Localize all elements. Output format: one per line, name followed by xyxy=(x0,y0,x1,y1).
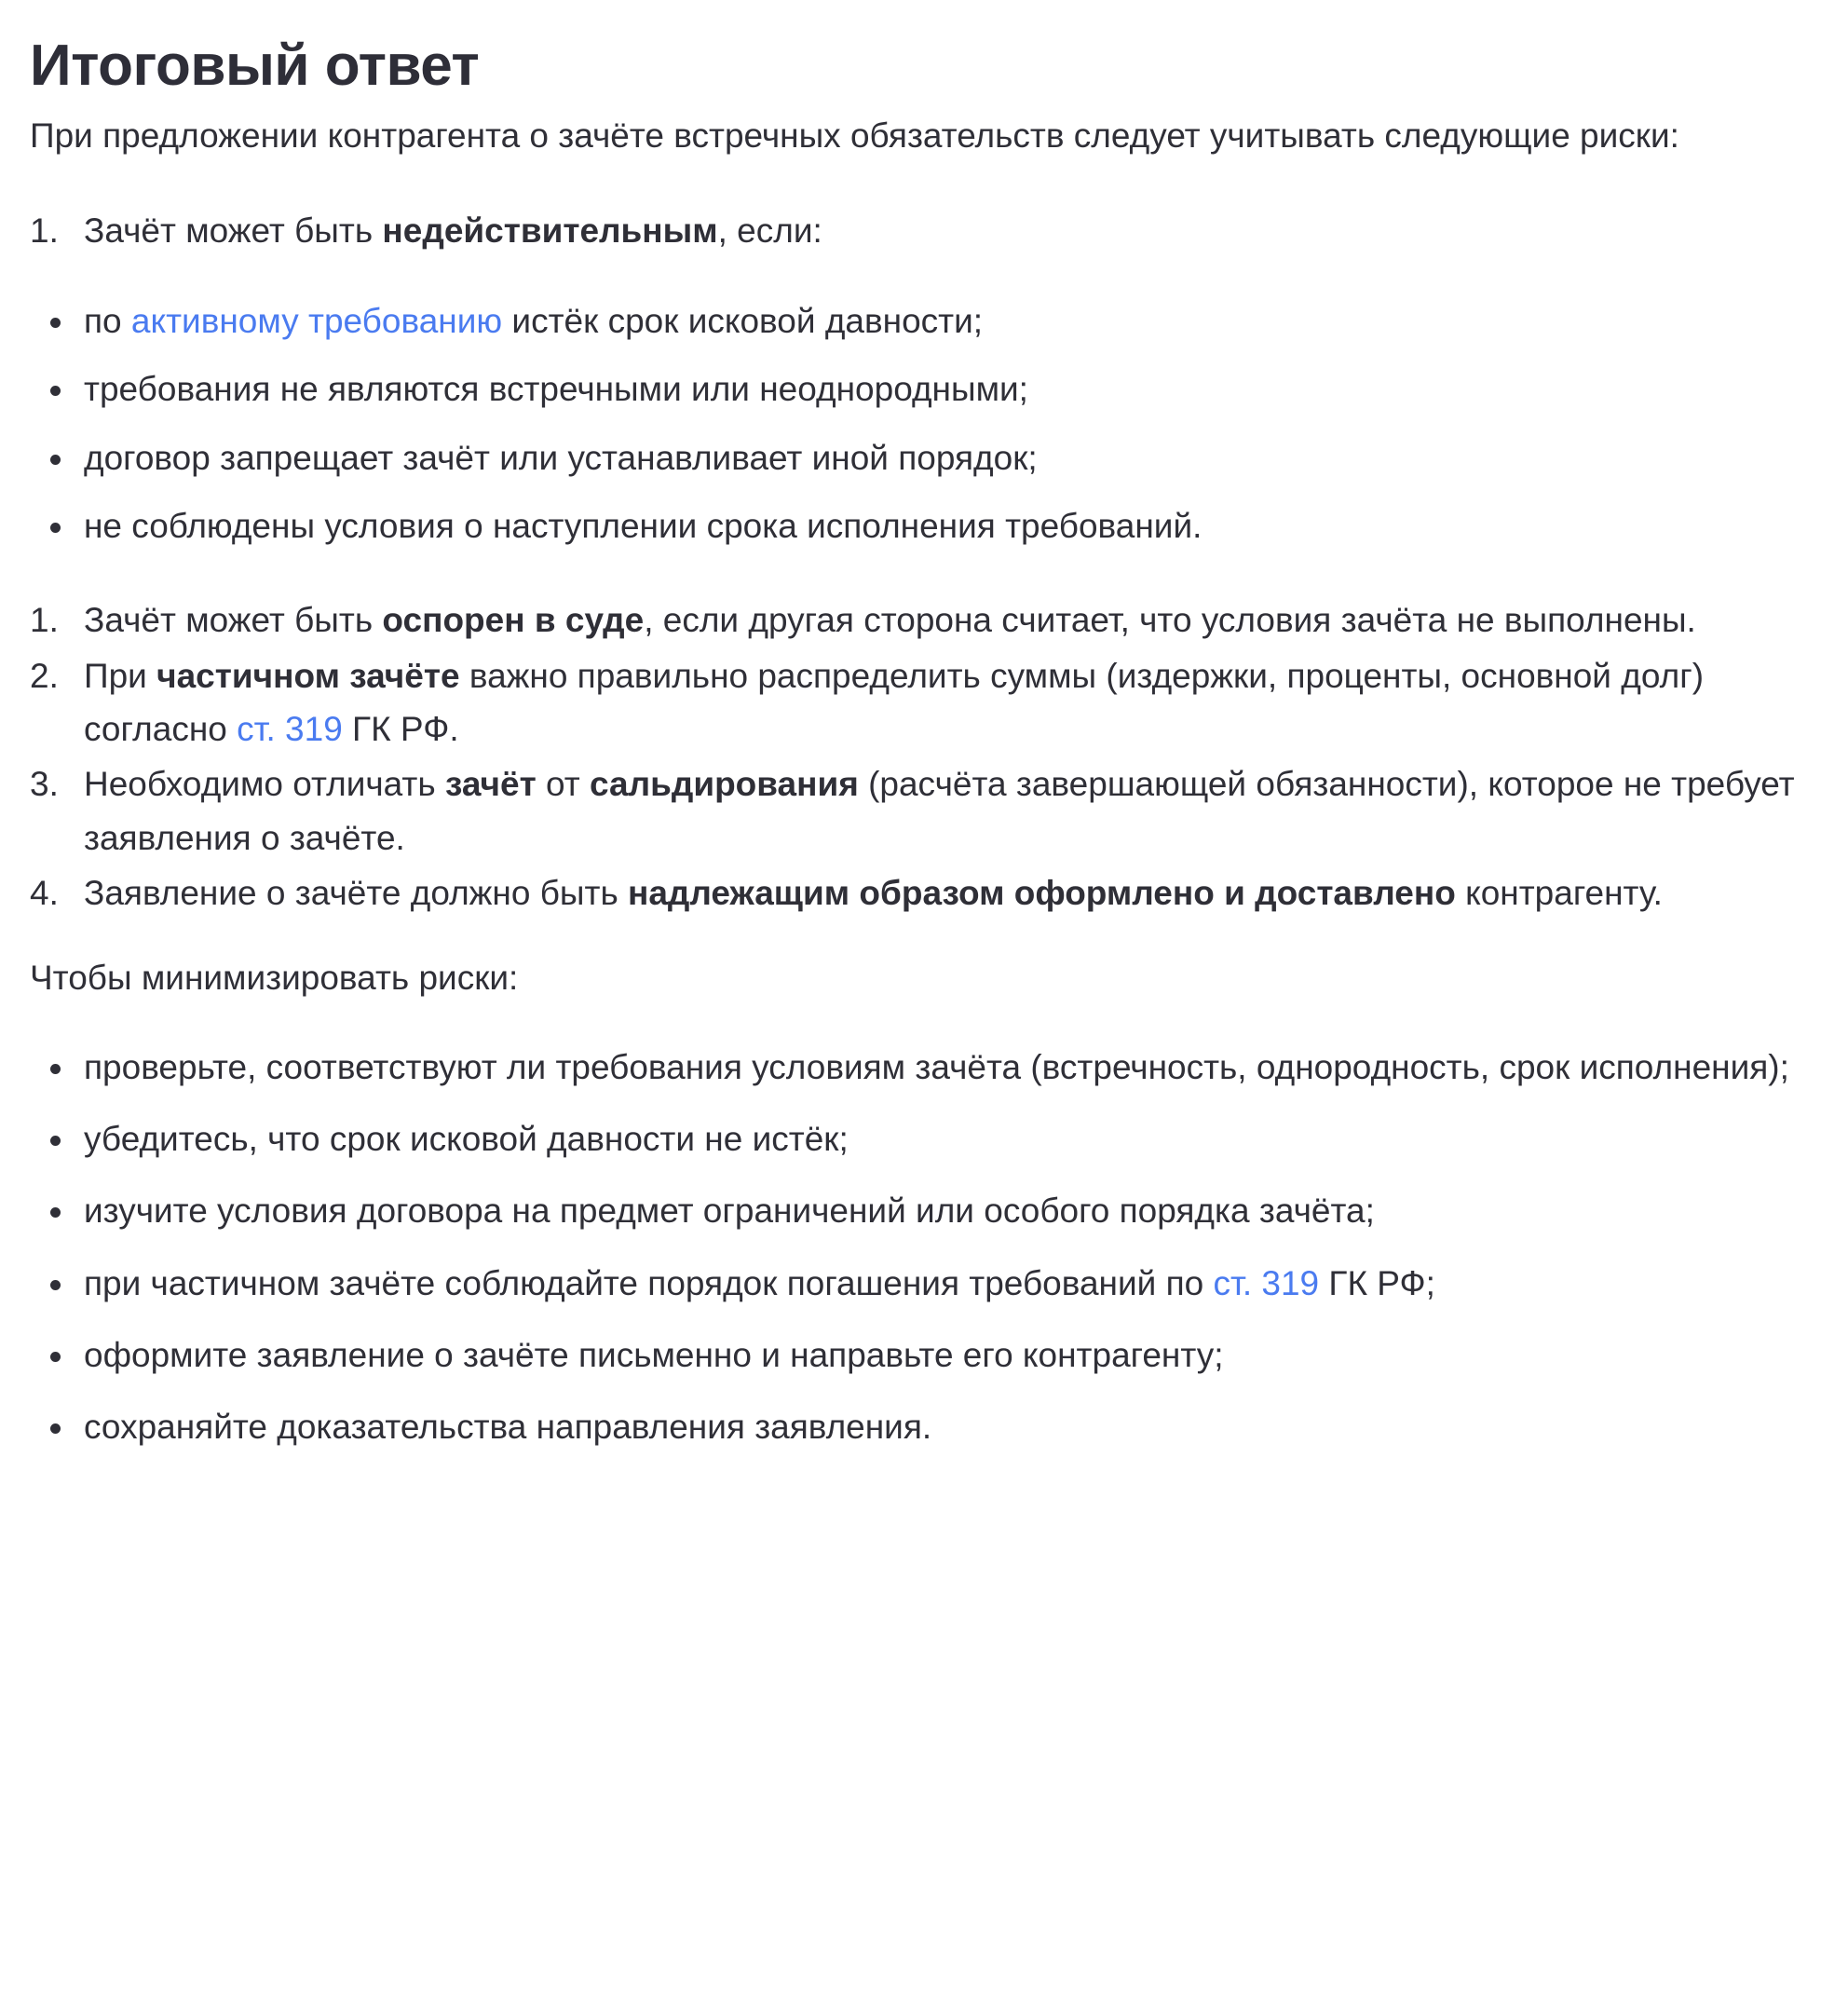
minimize-step-item xyxy=(30,1400,1811,1453)
risk-item-bold-primary: оспорен в суде xyxy=(382,601,645,640)
risk-item-1-bold: недействительным xyxy=(382,211,718,250)
minimize-step-text-before: изучите условия договора на предмет ограничений или особого порядка зачёта; xyxy=(84,1192,1375,1231)
intro-paragraph: При предложении контрагента о зачёте встречных обязательств следует учитывать следующие риски: xyxy=(30,116,1679,156)
minimize-step-text-before: при частичном зачёте соблюдайте порядок погашения требований по xyxy=(84,1263,1214,1302)
risk-item-link[interactable]: ст. 319 xyxy=(237,709,343,748)
minimize-step-text-before: убедитесь, что срок исковой давности не истёк; xyxy=(84,1119,849,1158)
risk-item-text-before: При xyxy=(84,656,157,695)
risk-item-text-before: Заявление о зачёте должно быть xyxy=(84,873,628,912)
minimize-step-item xyxy=(30,1257,1811,1310)
risk-conditions-list xyxy=(30,294,1811,552)
minimize-heading: Чтобы минимизировать риски: xyxy=(30,959,519,998)
minimize-steps-list xyxy=(30,1041,1811,1454)
risk-item-1-text-before: Зачёт может быть xyxy=(84,211,383,250)
minimize-step-item xyxy=(30,1112,1811,1165)
minimize-step-item xyxy=(30,1328,1811,1382)
minimize-step-text-before: сохраняйте доказательства направления заявления. xyxy=(84,1408,932,1447)
minimize-step-text-before: оформите заявление о зачёте письменно и направьте его контрагенту; xyxy=(84,1336,1224,1374)
risk-condition-item xyxy=(30,431,1811,484)
risk-item-text-after: (расчёта завершающей обязанности), которое не требует заявления о зачёте. xyxy=(84,765,1795,857)
risk-condition-text-before: требования не являются встречными или неоднородными; xyxy=(84,370,1028,409)
risk-condition-item xyxy=(30,499,1811,552)
risk-condition-text-after: истёк срок исковой давности; xyxy=(502,301,984,340)
page-title: Итоговый ответ xyxy=(30,34,480,98)
risk-item-text-middle: от xyxy=(536,765,590,804)
risk-item-bold-primary: частичном зачёте xyxy=(156,656,460,695)
risk-item xyxy=(30,649,1811,756)
minimize-step-text-after: ГК РФ; xyxy=(1319,1263,1435,1302)
risk-item xyxy=(30,593,1811,647)
minimize-step-link[interactable]: ст. 319 xyxy=(1213,1263,1320,1302)
risk-item-text-middle: , если другая сторона считает, что условия зачёта не выполнены. xyxy=(644,601,1696,640)
risk-item-bold-secondary: сальдирования xyxy=(589,765,859,804)
risk-condition-item xyxy=(30,294,1811,347)
risk-condition-item xyxy=(30,362,1811,415)
risk-item-1 xyxy=(30,204,1811,257)
risk-condition-text-before: по xyxy=(84,301,131,340)
risk-item xyxy=(30,866,1811,919)
risk-item xyxy=(30,757,1811,865)
risk-item-text-middle: контрагенту. xyxy=(1455,873,1663,912)
risks-numbered-list-part1 xyxy=(30,204,1811,257)
risks-numbered-list-part2 xyxy=(30,593,1811,919)
risk-item-1-text-after: , если: xyxy=(717,211,822,250)
risk-item-text-middle: важно правильно распределить суммы (издержки, проценты, основной долг) согласно xyxy=(84,656,1705,748)
minimize-step-item xyxy=(30,1041,1811,1094)
risk-item-bold-primary: зачёт xyxy=(444,765,537,804)
risk-item-text-before: Зачёт может быть xyxy=(84,601,383,640)
risk-condition-link[interactable]: активному требованию xyxy=(130,301,503,340)
risk-condition-text-before: не соблюдены условия о наступлении срока исполнения требований. xyxy=(84,506,1203,545)
minimize-step-item xyxy=(30,1184,1811,1237)
risk-condition-text-before: договор запрещает зачёт или устанавливает иной порядок; xyxy=(84,438,1038,477)
risk-item-text-before: Необходимо отличать xyxy=(84,765,445,804)
risk-item-bold-primary: надлежащим образом оформлено и доставлено xyxy=(628,873,1456,912)
risk-item-text-after: ГК РФ. xyxy=(342,709,459,748)
minimize-step-text-before: проверьте, соответствуют ли требования условиям зачёта (встречность, однородность, срок исполнения); xyxy=(84,1047,1789,1086)
